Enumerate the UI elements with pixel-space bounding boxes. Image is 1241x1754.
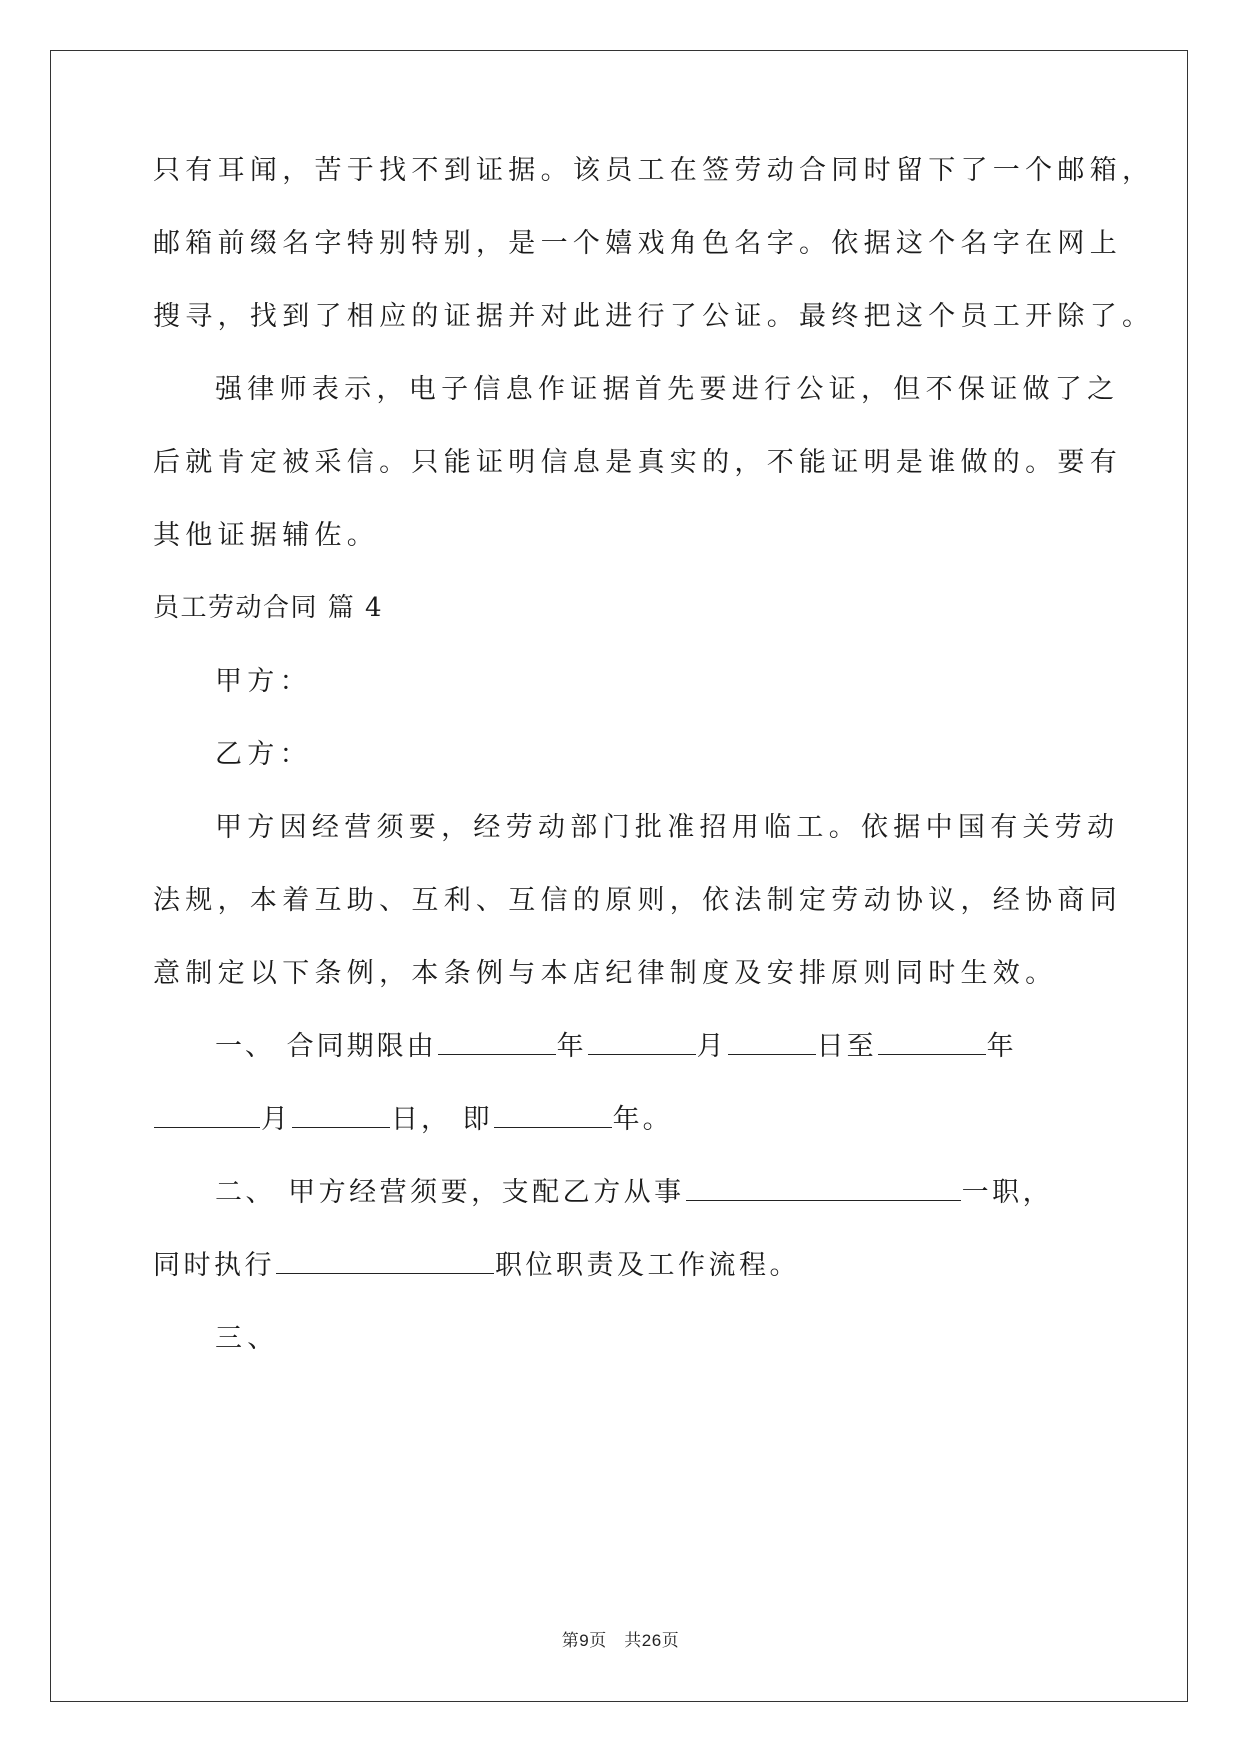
start-day-blank[interactable]: [728, 1053, 816, 1055]
clause-1-prefix: 一、 合同期限由: [215, 1031, 437, 1062]
end-day-blank[interactable]: [292, 1126, 390, 1128]
footer-page-prefix: 第: [561, 1631, 580, 1651]
total-years-blank[interactable]: [494, 1126, 612, 1128]
years-end-label: 年。: [612, 1104, 673, 1135]
start-month-blank[interactable]: [588, 1053, 696, 1055]
day-label-2: 日， 即: [391, 1104, 493, 1135]
year-label: 年: [556, 1031, 587, 1062]
body-line: 只有耳闻，苦于找不到证据。该员工在签劳动合同时留下了一个邮箱，: [153, 155, 1155, 186]
month-label: 月: [696, 1031, 727, 1062]
page-number: 9: [579, 1631, 590, 1650]
body-line: 其他证据辅佐。: [153, 520, 380, 551]
clause-2-line2-prefix: 同时执行: [153, 1250, 275, 1281]
clause-2-line-1: [215, 1179, 1053, 1206]
start-year-blank[interactable]: [438, 1053, 556, 1055]
body-line: 后就肯定被采信。只能证明信息是真实的，不能证明是谁做的。要有: [153, 447, 1122, 478]
footer-page-suffix: 页: [661, 1631, 680, 1651]
section-heading: 员工劳动合同 篇 4: [153, 593, 384, 623]
party-b-label: 乙方：: [215, 739, 312, 770]
total-pages: 26: [641, 1631, 662, 1650]
year-label-2: 年: [986, 1031, 1017, 1062]
clause-1-line-1: [215, 1033, 1017, 1060]
body-line: 邮箱前缀名字特别特别，是一个嬉戏角色名字。依据这个名字在网上: [153, 228, 1122, 259]
clause-2-prefix: 二、 甲方经营须要，支配乙方从事: [215, 1177, 685, 1208]
page-footer: [0, 1626, 1241, 1651]
party-a-label: 甲方：: [215, 666, 312, 697]
position-blank[interactable]: [686, 1199, 961, 1201]
end-year-blank[interactable]: [878, 1053, 986, 1055]
end-month-blank[interactable]: [154, 1126, 260, 1128]
clause-2-line2-suffix: 职位职责及工作流程。: [495, 1250, 800, 1281]
footer-page-mid: 页 共: [589, 1631, 642, 1651]
body-line: 搜寻，找到了相应的证据并对此进行了公证。最终把这个员工开除了。: [153, 301, 1155, 332]
clause-2-suffix: 一职，: [961, 1177, 1054, 1208]
clause-3-prefix: 三、: [215, 1323, 280, 1354]
clause-2-line-2: [153, 1252, 800, 1279]
clause-1-line-2: [153, 1106, 673, 1133]
page-frame: [50, 50, 1188, 1702]
day-to-label: 日至: [816, 1031, 877, 1062]
month-label-2: 月: [261, 1104, 291, 1135]
body-line: 法规，本着互助、互利、互信的原则，依法制定劳动协议，经协商同: [153, 885, 1122, 916]
body-line: 意制定以下条例，本条例与本店纪律制度及安排原则同时生效。: [153, 958, 1058, 989]
body-line: 强律师表示，电子信息作证据首先要进行公证，但不保证做了之: [215, 374, 1120, 405]
duty-blank[interactable]: [276, 1272, 494, 1274]
body-line: 甲方因经营须要，经劳动部门批准招用临工。依据中国有关劳动: [215, 812, 1120, 843]
